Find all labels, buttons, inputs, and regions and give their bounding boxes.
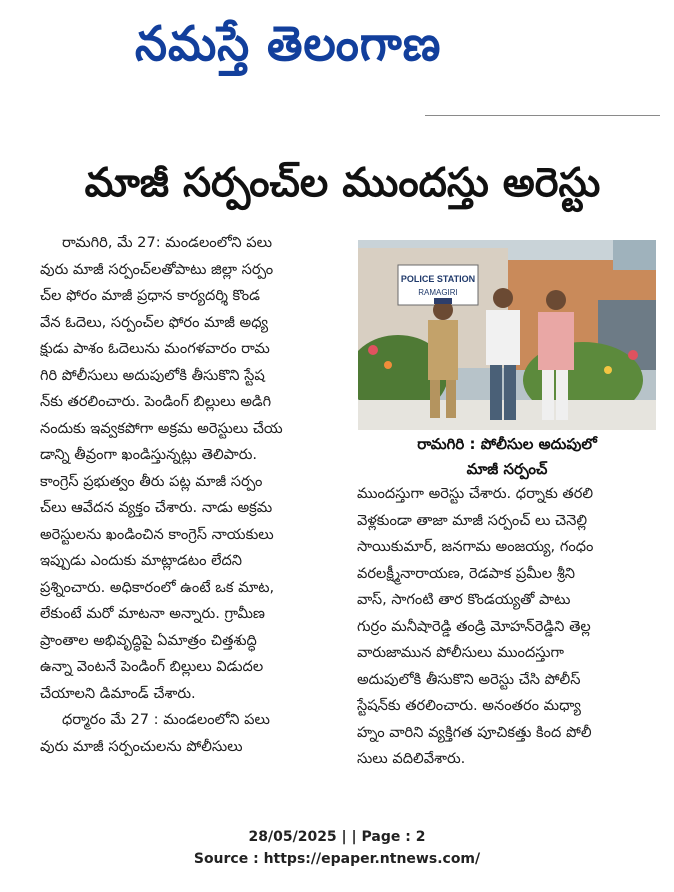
- text-line: ప్రశ్నించారు. అధికారంలో ఉంటే ఒక మాట,: [40, 578, 275, 596]
- article-left-column: [40, 230, 352, 760]
- caption-line-2: మాజీ సర్పంచ్: [466, 460, 548, 478]
- text-line: వారుజామున పోలీసులు ముందస్తుగా: [357, 644, 564, 661]
- text-line: అరెస్టులను ఖండించిన కాంగ్రెస్ నాయకులు: [40, 525, 274, 543]
- text-line: వురు మాజీ సర్పంచులను పోలీసులు: [40, 737, 243, 755]
- text-line: సులు వదిలివేశారు.: [357, 750, 466, 767]
- text-line: ఉన్నా వెంటనే పెండింగ్ బిల్లులు విడుదల: [40, 658, 264, 675]
- text-line: లేకుంటే మరో మాటనా అన్నారు. గ్రామీణ: [40, 605, 265, 622]
- photo-police-station-illustration: [358, 240, 656, 430]
- text-line: ఇప్పుడు ఎందుకు మాట్లాడటం లేదని: [40, 552, 243, 569]
- text-line: న్‌కు తరలించారు. పెండింగ్ బిల్లులు అడిగి: [40, 393, 272, 410]
- text-line: కాంగ్రెస్ ప్రభుత్వం తీరు పట్ల మాజీ సర్పం: [40, 472, 263, 490]
- svg-text:RAMAGIRI: RAMAGIRI: [418, 288, 458, 297]
- text-line: వరలక్ష్మీనారాయణ, రెడపాక ప్రమీల శ్రీని: [357, 564, 575, 582]
- text-line: గిరి పోలీసులు అదుపులోకి తీసుకొని స్టేష: [40, 366, 265, 384]
- text-line: గుర్రం మనీషారెడ్డి తండ్రి మోహన్‌రెడ్డిని తెల్ల: [357, 617, 591, 635]
- text-line: ముందస్తుగా అరెస్టు చేశారు. ధర్నాకు తరలి: [357, 485, 594, 502]
- text-line: చ్‌లు ఆవేదన వ్యక్తం చేశారు. నాడు అక్రమ: [40, 499, 273, 516]
- text-line: అదుపులోకి తీసుకొని అరెస్టు చేసి పోలీస్: [357, 670, 581, 688]
- text-line: సాయికుమార్, జనగామ అంజయ్య, గంధం: [357, 538, 594, 555]
- news-photo: [358, 240, 656, 430]
- text-line: వెళ్లకుండా తాజా మాజీ సర్పంచ్ లు చెనెల్లి: [357, 511, 588, 529]
- newspaper-masthead: నమస్తే తెలంగాణ: [135, 16, 442, 72]
- caption-line-1: రామగిరి : పోలీసుల అదుపులో: [417, 435, 597, 453]
- text-line: స్టేషన్‌కు తరలించారు. అనంతరం మధ్యా: [357, 697, 581, 714]
- text-line: వాస్, సాగంటి తార కొండయ్యతో పాటు: [357, 591, 571, 608]
- text-line: చ్‌ల ఫోరం మాజీ ప్రధాన కార్యదర్శి కొండ: [40, 287, 260, 304]
- article-right-column: [357, 481, 659, 773]
- article-headline: మాజీ సర్పంచ్‌ల ముందస్తు అరెస్టు: [84, 160, 601, 206]
- text-line: ప్రాంతాల అభివృద్ధిపై ఏమాత్రం చిత్తశుద్ధి: [40, 631, 257, 649]
- text-line: ధర్మారం మే 27 : మండలంలోని పలు: [62, 711, 270, 728]
- text-line: క్షుడు పాశం ఓదెలును మంగళవారం రామ: [40, 340, 270, 357]
- footer-date-page: 28/05/2025 | | Page : 2: [248, 829, 426, 845]
- svg-text:POLICE STATION: POLICE STATION: [400, 274, 476, 284]
- text-line: వురు మాజీ సర్పంచ్‌లతోపాటు జిల్లా సర్పం: [40, 260, 274, 278]
- text-line: రామగిరి, మే 27: మండలంలోని పలు: [62, 234, 273, 251]
- text-line: చేయాలని డిమాండ్ చేశారు.: [40, 684, 196, 702]
- text-line: డాన్ని తీవ్రంగా ఖండిస్తున్నట్లు తెలిపారు.: [40, 446, 258, 463]
- footer-source: Source : https://epaper.ntnews.com/: [193, 851, 481, 867]
- text-line: హ్నం వారిని వ్యక్తిగత పూచికత్తు కింద పోలీ: [357, 723, 592, 741]
- masthead-divider: [425, 115, 660, 116]
- text-line: నందుకు ఇవ్వకపోగా అక్రమ అరెస్టులు చేయ: [40, 419, 283, 437]
- photo-caption: [358, 432, 656, 482]
- text-line: వేన ఓదెలు, సర్పంచ్‌ల ఫోరం మాజీ అధ్య: [40, 313, 269, 331]
